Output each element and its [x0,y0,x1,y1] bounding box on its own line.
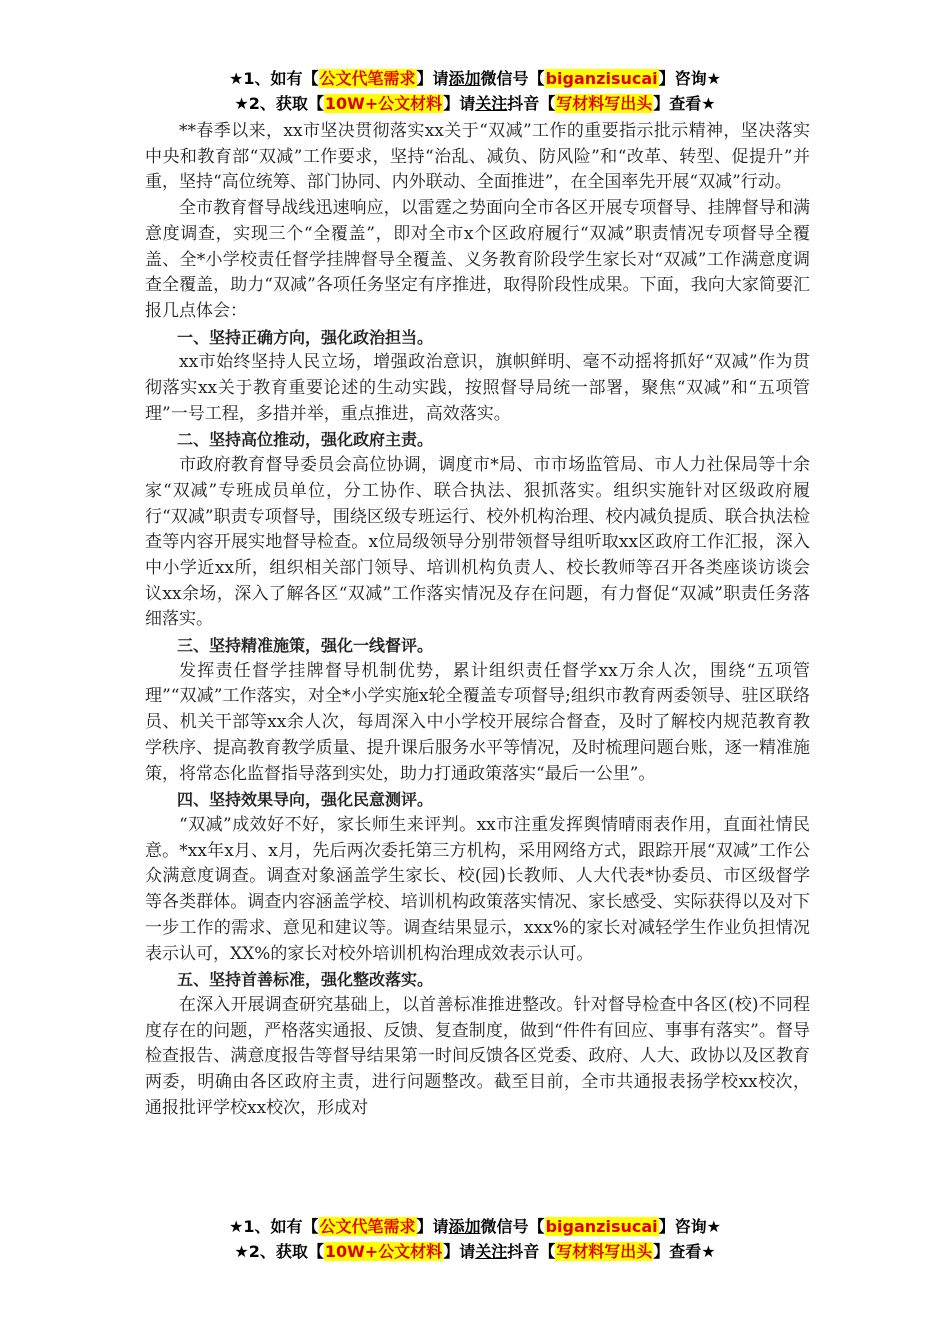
star-icon: ★ [234,1242,249,1261]
promo-line-1: ★1、如有【公文代笔需求】请添加微信号【biganzisucai】咨询★ [229,69,721,88]
highlight-text: biganzisucai [545,69,658,88]
star-icon: ★ [229,1217,244,1236]
paragraph: 发挥责任督学挂牌督导机制优势，累计组织责任督学xx万余人次，围绕“五项管理”“双减”工作落实，对全*小学实施x轮全覆盖专项督导;组织市教育两委领导、驻区联络员、机关干部等xx余人次，每周深入中小学校开展综合督查，及时了解校内规范教育教学秩序、提高教育教学质量、提升课后服务水平等情况，及时梳理问题台账，逐一精准施策，将常态化监督指导落到实处，助力打通政策落实“最后一公里”。 [145,660,810,784]
paragraph: 在深入开展调查研究基础上，以首善标准推进整改。针对督导检查中各区(校)不同程度存在的问题，严格落实通报、反馈、复查制度，做到“件件有回应、事事有落实”。督导检查报告、满意度报告等督导结果第一时间反馈各区党委、政府、人大、政协以及区教育两委，明确由各区政府主责，进行问题整改。截至目前，全市共通报表扬学校xx校次，通报批评学校xx校次，形成对 [145,994,810,1118]
highlight-text: 公文代笔需求 [319,1217,416,1236]
highlight-text: 写材料写出头 [556,1242,653,1261]
paragraph: xx市始终坚持人民立场，增强政治意识，旗帜鲜明、毫不动摇将抓好“双减”作为贯彻落实xx关于教育重要论述的生动实践，按照督导局统一部署，聚焦“双减”和“五项管理”一号工程，多措并举，重点推进，高效落实。 [145,352,810,424]
highlight-text: 10W+公文材料 [324,94,443,113]
paragraph: 全市教育督导战线迅速响应，以雷霆之势面向全市各区开展专项督导、挂牌督导和满意度调查，实现三个“全覆盖”，即对全市x个区政府履行“双减”职责情况专项督导全覆盖、全*小学校责任督学挂牌督导全覆盖、义务教育阶段学生家长对“双减”工作满意度调查全覆盖，助力“双减”各项任务坚定有序推进，取得阶段性成果。下面，我向大家简要汇报几点体会： [145,198,810,321]
bottom-promo-banner [0,1214,950,1264]
document-body [145,119,810,1121]
highlight-text: 公文代笔需求 [319,69,416,88]
top-promo-banner [0,66,950,116]
underlined-text: 关注 [475,94,508,113]
highlight-text: 写材料写出头 [556,94,653,113]
section-heading: 四、坚持效果导向，强化民意测评。 [177,790,434,810]
underlined-text: 添加 [448,1217,481,1236]
star-icon: ★ [234,94,249,113]
paragraph: 市政府教育督导委员会高位协调，调度市*局、市市场监管局、市人力社保局等十余家“双减”专班成员单位，分工协作、联合执法、狠抓落实。组织实施针对区级政府履行“双减”职责专项督导，围绕区级专班运行、校外机构治理、校内减负提质、联合执法检查等内容开展实地督导检查。x位局级领导分别带领督导组听取xx区政府工作汇报，深入中小学近xx所，组织相关部门领导、培训机构负责人、校长教师等召开各类座谈访谈会议xx余场，深入了解各区“双减”工作落实情况及存在问题，有力督促“双减”职责任务落细落实。 [145,455,810,630]
section-heading: 三、坚持精准施策，强化一线督评。 [177,636,434,656]
underlined-text: 关注 [475,1242,508,1261]
promo-line-2: ★2、获取【10W+公文材料】请关注抖音【写材料写出头】查看★ [234,94,716,113]
paragraph: **春季以来，xx市坚决贯彻落实xx关于“双减”工作的重要指示批示精神，坚决落实中央和教育部“双减”工作要求，坚持“治乱、减负、防风险”和“改革、转型、促提升”并重，坚持“高位统筹、部门协同、内外联动、全面推进”，在全国率先开展“双减”行动。 [145,121,810,193]
promo-line-2: ★2、获取【10W+公文材料】请关注抖音【写材料写出头】查看★ [234,1242,716,1261]
underlined-text: 添加 [448,69,481,88]
section-heading: 一、坚持正确方向，强化政治担当。 [177,327,434,347]
section-heading: 二、坚持高位推动，强化政府主责。 [177,430,434,450]
paragraph: “双减”成效好不好，家长师生来评判。xx市注重发挥舆情晴雨表作用，直面社情民意。*xx年x月、x月，先后两次委托第三方机构，采用网络方式，跟踪开展“双减”工作公众满意度调查。调查对象涵盖学生家长、校(园)长教师、人大代表*协委员、市区级督学等各类群体。调查内容涵盖学校、培训机构政策落实情况、家长感受、实际获得以及对下一步工作的需求、意见和建议等。调查结果显示，xxx%的家长对减轻学生作业负担情况表示认可，XX%的家长对校外培训机构治理成效表示认可。 [145,814,810,964]
star-icon: ★ [229,69,244,88]
highlight-text: biganzisucai [545,1217,658,1236]
highlight-text: 10W+公文材料 [324,1242,443,1261]
promo-line-1: ★1、如有【公文代笔需求】请添加微信号【biganzisucai】咨询★ [229,1217,721,1236]
section-heading: 五、坚持首善标准，强化整改落实。 [177,970,434,990]
